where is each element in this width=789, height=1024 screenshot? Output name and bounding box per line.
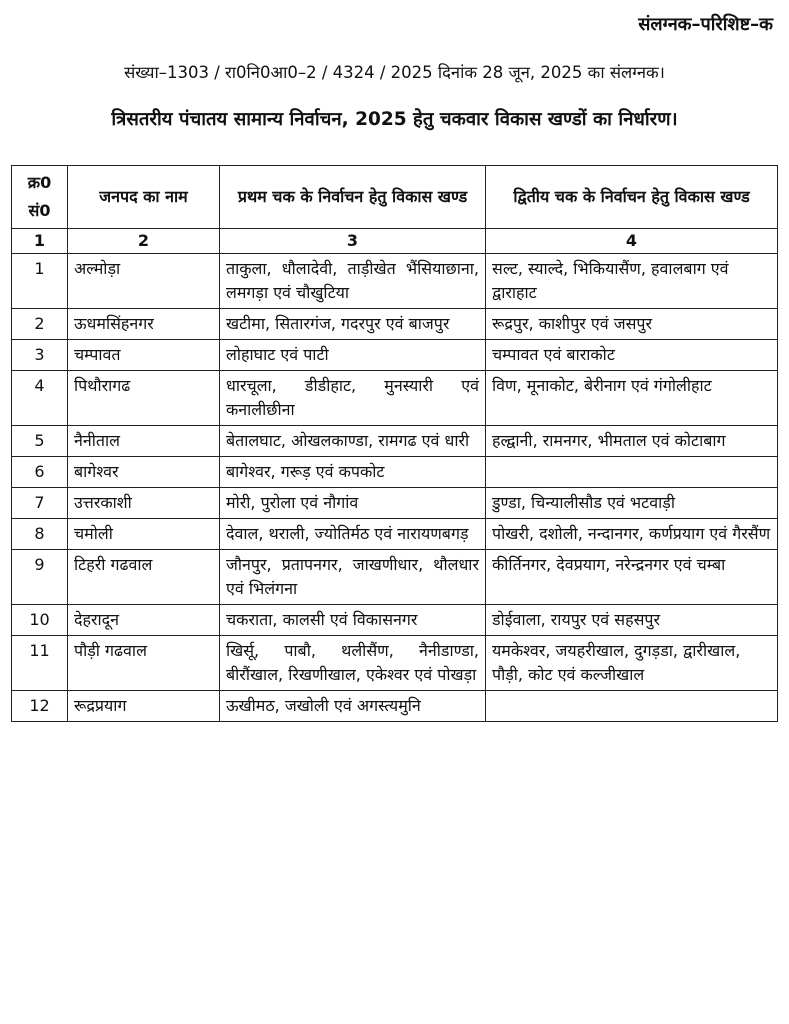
phase1-cell: बेतालघाट, ओखलकाण्डा, रामगढ एवं धारी [220, 426, 486, 457]
district-cell: पिथौरागढ [68, 371, 220, 426]
serial-cell: 6 [12, 457, 68, 488]
serial-cell: 5 [12, 426, 68, 457]
table-row [12, 605, 778, 636]
phase1-cell: देवाल, थराली, ज्योतिर्मठ एवं नारायणबगड़ [220, 519, 486, 550]
district-cell: नैनीताल [68, 426, 220, 457]
serial-cell: 9 [12, 550, 68, 605]
serial-cell: 12 [12, 691, 68, 722]
district-cell: देहरादून [68, 605, 220, 636]
serial-cell: 1 [12, 254, 68, 309]
table-row [12, 426, 778, 457]
district-cell: टिहरी गढवाल [68, 550, 220, 605]
phase1-cell: खटीमा, सितारगंज, गदरपुर एवं बाजपुर [220, 309, 486, 340]
serial-cell: 11 [12, 636, 68, 691]
annex-label: संलग्नक–परिशिष्ट–क [638, 14, 773, 35]
phase2-cell: रूद्रपुर, काशीपुर एवं जसपुर [486, 309, 778, 340]
header-district: जनपद का नाम [68, 166, 220, 229]
phase1-cell: मोरी, पुरोला एवं नौगांव [220, 488, 486, 519]
column-index-row [12, 229, 778, 254]
table-row [12, 309, 778, 340]
index-cell: 4 [486, 229, 778, 254]
index-cell: 3 [220, 229, 486, 254]
document-title: त्रिसतरीय पंचातय सामान्य निर्वाचन, 2025 हेतु चकवार विकास खण्डों का निर्धारण। [111, 109, 678, 130]
phase1-cell: बागेश्वर, गरूड़ एवं कपकोट [220, 457, 486, 488]
district-cell: उत्तरकाशी [68, 488, 220, 519]
district-cell: चमोली [68, 519, 220, 550]
table-row [12, 550, 778, 605]
phase1-cell: जौनपुर, प्रतापनगर, जाखणीधार, थौलधार एवं भिलंगना [220, 550, 486, 605]
phase2-cell: डुण्डा, चिन्यालीसौड एवं भटवाड़ी [486, 488, 778, 519]
phase2-cell [486, 691, 778, 722]
phase2-cell: कीर्तिनगर, देवप्रयाग, नरेन्द्रनगर एवं चम्बा [486, 550, 778, 605]
serial-cell: 3 [12, 340, 68, 371]
serial-cell: 2 [12, 309, 68, 340]
table-row [12, 488, 778, 519]
district-cell: ऊधमसिंहनगर [68, 309, 220, 340]
table-row [12, 340, 778, 371]
phase2-cell: यमकेश्वर, जयहरीखाल, दुगड़डा, द्वारीखाल, पौड़ी, कोट एवं कल्जीखाल [486, 636, 778, 691]
header-phase2: द्वितीय चक के निर्वाचन हेतु विकास खण्ड [486, 166, 778, 229]
phase2-cell: डोईवाला, रायपुर एवं सहसपुर [486, 605, 778, 636]
phase1-cell: धारचूला, डीडीहाट, मुनस्यारी एवं कनालीछीना [220, 371, 486, 426]
table-row [12, 371, 778, 426]
serial-cell: 4 [12, 371, 68, 426]
phase2-cell: पोखरी, दशोली, नन्दानगर, कर्णप्रयाग एवं गैरसैंण [486, 519, 778, 550]
district-cell: चम्पावत [68, 340, 220, 371]
phase1-cell: ताकुला, धौलादेवी, ताड़ीखेत भैंसियाछाना, लमगड़ा एवं चौखुटिया [220, 254, 486, 309]
table-row [12, 254, 778, 309]
table-row [12, 457, 778, 488]
phase1-cell: ऊखीमठ, जखोली एवं अगस्त्यमुनि [220, 691, 486, 722]
serial-cell: 10 [12, 605, 68, 636]
phase1-cell: चकराता, कालसी एवं विकासनगर [220, 605, 486, 636]
table-row [12, 636, 778, 691]
serial-cell: 7 [12, 488, 68, 519]
phase1-cell: लोहाघाट एवं पाटी [220, 340, 486, 371]
district-cell: अल्मोड़ा [68, 254, 220, 309]
table-row [12, 691, 778, 722]
serial-cell: 8 [12, 519, 68, 550]
header-serial: क्र0 सं0 [12, 166, 68, 229]
index-cell: 1 [12, 229, 68, 254]
phase2-cell: हल्द्वानी, रामनगर, भीमताल एवं कोटाबाग [486, 426, 778, 457]
district-cell: पौड़ी गढवाल [68, 636, 220, 691]
table-row [12, 519, 778, 550]
phase2-cell: सल्ट, स्याल्दे, भिकियासैंण, हवालबाग एवं द्वाराहाट [486, 254, 778, 309]
index-cell: 2 [68, 229, 220, 254]
block-allocation-table [11, 165, 778, 722]
district-cell: रूद्रप्रयाग [68, 691, 220, 722]
reference-line: संख्या–1303 / रा0नि0आ0–2 / 4324 / 2025 दिनांक 28 जून, 2025 का संलग्नक। [124, 63, 665, 82]
header-phase1: प्रथम चक के निर्वाचन हेतु विकास खण्ड [220, 166, 486, 229]
phase2-cell [486, 457, 778, 488]
phase2-cell: विण, मूनाकोट, बेरीनाग एवं गंगोलीहाट [486, 371, 778, 426]
header-row [12, 166, 778, 229]
district-cell: बागेश्वर [68, 457, 220, 488]
phase2-cell: चम्पावत एवं बाराकोट [486, 340, 778, 371]
phase1-cell: खिर्सू, पाबौ, थलीसैंण, नैनीडाण्डा, बीरौंखाल, रिखणीखाल, एकेश्वर एवं पोखड़ा [220, 636, 486, 691]
